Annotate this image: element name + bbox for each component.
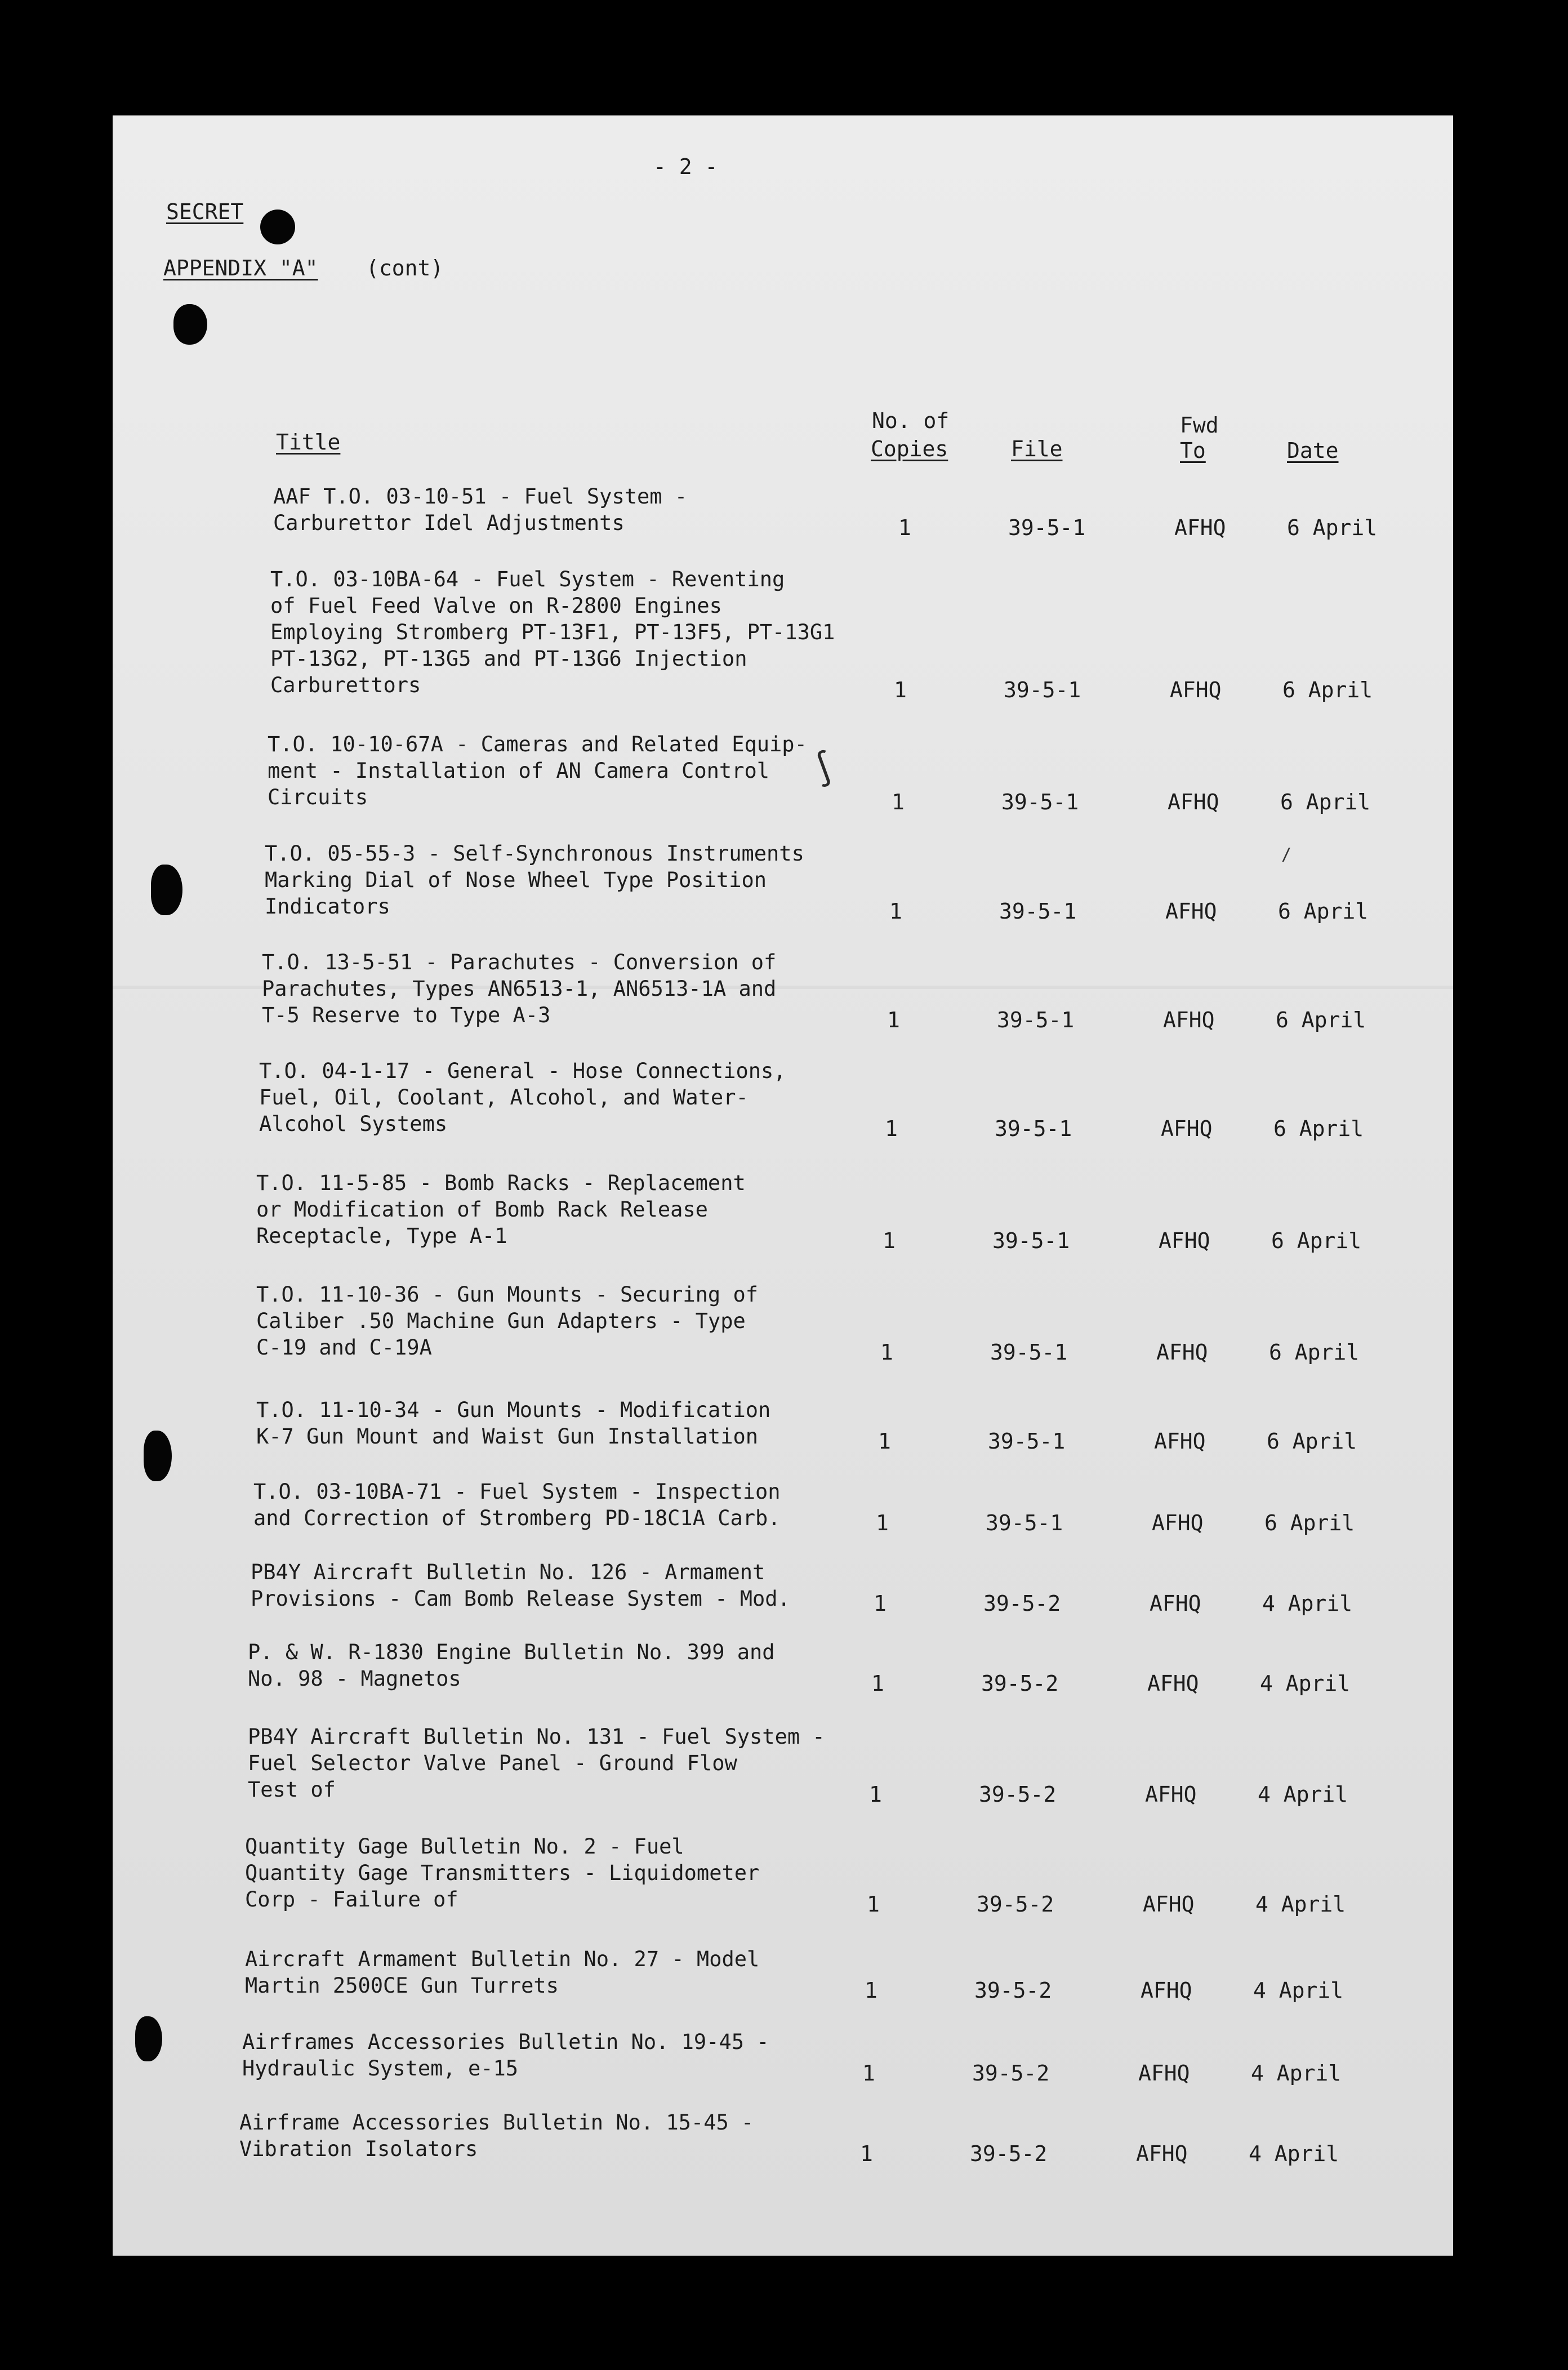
row-date: 6 April	[1280, 790, 1371, 814]
classification-label: SECRET	[166, 199, 244, 224]
row-title-line: T.O. 13-5-51 - Parachutes - Conversion of	[262, 950, 777, 974]
row-title-line: T.O. 11-5-85 - Bomb Racks - Replacement	[256, 1171, 746, 1195]
row-title-line: PB4Y Aircraft Bulletin No. 126 - Armament	[251, 1560, 765, 1584]
row-date: 4 April	[1262, 1591, 1353, 1616]
row-fwd: AFHQ	[1145, 1782, 1197, 1807]
header-date: Date	[1287, 438, 1339, 463]
row-fwd: AFHQ	[1168, 790, 1219, 814]
page-number: - 2 -	[653, 154, 718, 179]
row-fwd: AFHQ	[1141, 1978, 1192, 2003]
row-title-line: Carburettor Idel Adjustments	[273, 511, 625, 535]
row-file: 39-5-2	[970, 2141, 1048, 2166]
row-file: 39-5-1	[1008, 515, 1086, 540]
row-date: 6 April	[1276, 1008, 1366, 1032]
handwritten-mark: /	[1281, 845, 1292, 865]
header-copies-line1: No. of	[872, 408, 950, 433]
appendix-title: APPENDIX "A"	[163, 256, 318, 280]
row-date: 4 April	[1251, 2061, 1342, 2086]
row-date: 4 April	[1249, 2141, 1339, 2166]
row-title-line: Circuits	[268, 785, 368, 809]
header-fwd-line2: To	[1180, 438, 1206, 463]
binder-hole	[144, 1431, 172, 1481]
row-copies: 1	[860, 2141, 873, 2166]
row-date: 6 April	[1271, 1228, 1362, 1253]
row-title-line: T.O. 11-10-36 - Gun Mounts - Securing of	[256, 1282, 759, 1307]
header-copies-line2: Copies	[871, 436, 948, 461]
row-title-line: Quantity Gage Transmitters - Liquidometer	[245, 1861, 760, 1885]
row-fwd: AFHQ	[1159, 1228, 1210, 1253]
row-file: 39-5-2	[977, 1892, 1054, 1917]
row-title-line: Corp - Failure of	[245, 1887, 458, 1912]
row-fwd: AFHQ	[1152, 1511, 1204, 1535]
row-title-line: Martin 2500CE Gun Turrets	[245, 1973, 559, 1998]
row-file: 39-5-1	[990, 1340, 1068, 1365]
row-copies: 1	[874, 1591, 887, 1616]
row-date: 4 April	[1258, 1782, 1348, 1807]
row-file: 39-5-2	[983, 1591, 1061, 1616]
row-fwd: AFHQ	[1174, 515, 1226, 540]
row-title-line: P. & W. R-1830 Engine Bulletin No. 399 and	[248, 1640, 775, 1664]
row-copies: 1	[878, 1429, 891, 1454]
row-file: 39-5-1	[999, 899, 1077, 924]
row-title-line: Vibration Isolators	[239, 2137, 478, 2161]
row-fwd: AFHQ	[1154, 1429, 1206, 1454]
row-file: 39-5-2	[974, 1978, 1052, 2003]
row-copies: 1	[869, 1782, 882, 1807]
header-file: File	[1011, 436, 1063, 461]
row-date: 4 April	[1253, 1978, 1344, 2003]
header-title: Title	[276, 430, 341, 455]
row-fwd: AFHQ	[1165, 899, 1217, 924]
row-fwd: AFHQ	[1143, 1892, 1195, 1917]
row-fwd: AFHQ	[1156, 1340, 1208, 1365]
row-title-line: or Modification of Bomb Rack Release	[256, 1197, 708, 1222]
row-date: 4 April	[1255, 1892, 1346, 1917]
row-date: 6 April	[1267, 1429, 1357, 1454]
row-copies: 1	[867, 1892, 880, 1917]
handwritten-mark: ∫	[808, 746, 841, 791]
row-copies: 1	[871, 1671, 884, 1696]
row-title-line: Carburettors	[270, 673, 421, 697]
binder-hole	[173, 304, 207, 345]
row-title-line: Airframes Accessories Bulletin No. 19-45 -	[242, 2030, 769, 2054]
row-title-line: ment - Installation of AN Camera Control	[268, 759, 770, 783]
row-title-line: C-19 and C-19A	[256, 1335, 432, 1360]
row-file: 39-5-1	[1001, 790, 1079, 814]
row-fwd: AFHQ	[1163, 1008, 1215, 1032]
row-copies: 1	[885, 1116, 898, 1141]
row-file: 39-5-1	[992, 1228, 1070, 1253]
row-title-line: Quantity Gage Bulletin No. 2 - Fuel	[245, 1834, 684, 1859]
row-title-line: Provisions - Cam Bomb Release System - Mod.	[251, 1587, 790, 1611]
row-title-line: Marking Dial of Nose Wheel Type Position	[265, 868, 767, 892]
row-file: 39-5-2	[981, 1671, 1059, 1696]
row-date: 6 April	[1264, 1511, 1355, 1535]
row-fwd: AFHQ	[1150, 1591, 1201, 1616]
row-title-line: Employing Stromberg PT-13F1, PT-13F5, PT-13G1	[270, 620, 835, 644]
row-copies: 1	[862, 2061, 875, 2086]
row-title-line: Aircraft Armament Bulletin No. 27 - Model	[245, 1947, 760, 1971]
row-date: 6 April	[1269, 1340, 1360, 1365]
row-title-line: AAF T.O. 03-10-51 - Fuel System -	[273, 484, 688, 509]
row-title-line: Indicators	[265, 894, 390, 919]
row-title-line: T.O. 11-10-34 - Gun Mounts - Modification	[256, 1398, 771, 1422]
row-copies: 1	[887, 1008, 900, 1032]
row-title-line: Caliber .50 Machine Gun Adapters - Type	[256, 1309, 746, 1333]
row-file: 39-5-1	[995, 1116, 1072, 1141]
row-file: 39-5-1	[1004, 678, 1081, 702]
row-copies: 1	[889, 899, 902, 924]
row-fwd: AFHQ	[1147, 1671, 1199, 1696]
row-copies: 1	[898, 515, 911, 540]
binder-hole	[151, 865, 182, 915]
row-date: 6 April	[1278, 899, 1369, 924]
row-title-line: Airframe Accessories Bulletin No. 15-45 -	[239, 2110, 754, 2135]
row-copies: 1	[880, 1340, 893, 1365]
row-title-line: T.O. 03-10BA-71 - Fuel System - Inspection	[253, 1480, 781, 1504]
row-file: 39-5-1	[997, 1008, 1075, 1032]
row-title-line: Fuel, Oil, Coolant, Alcohol, and Water-	[259, 1085, 749, 1110]
row-file: 39-5-1	[986, 1511, 1063, 1535]
row-title-line: T-5 Reserve to Type A-3	[262, 1003, 551, 1027]
row-date: 6 April	[1282, 678, 1373, 702]
row-copies: 1	[865, 1978, 877, 2003]
row-copies: 1	[892, 790, 905, 814]
row-fwd: AFHQ	[1136, 2141, 1188, 2166]
row-title-line: Test of	[248, 1778, 336, 1802]
row-title-line: Fuel Selector Valve Panel - Ground Flow	[248, 1751, 737, 1775]
row-copies: 1	[876, 1511, 889, 1535]
row-fwd: AFHQ	[1161, 1116, 1213, 1141]
header-fwd-line1: Fwd	[1180, 413, 1219, 438]
row-title-line: K-7 Gun Mount and Waist Gun Installation	[256, 1424, 759, 1449]
row-title-line: and Correction of Stromberg PD-18C1A Carb.	[253, 1506, 781, 1530]
row-title-line: PT-13G2, PT-13G5 and PT-13G6 Injection	[270, 647, 747, 671]
binder-hole	[260, 210, 295, 244]
row-title-line: No. 98 - Magnetos	[248, 1667, 461, 1691]
row-fwd: AFHQ	[1170, 678, 1222, 702]
row-title-line: T.O. 05-55-3 - Self-Synchronous Instruments	[265, 841, 804, 866]
row-title-line: Parachutes, Types AN6513-1, AN6513-1A and	[262, 977, 777, 1001]
row-date: 6 April	[1287, 515, 1378, 540]
row-file: 39-5-1	[988, 1429, 1066, 1454]
row-title-line: Alcohol Systems	[259, 1112, 448, 1136]
row-title-line: Receptacle, Type A-1	[256, 1224, 507, 1248]
row-title-line: of Fuel Feed Valve on R-2800 Engines	[270, 594, 722, 618]
row-title-line: Hydraulic System, e-15	[242, 2056, 519, 2081]
binder-hole	[135, 2016, 162, 2061]
row-title-line: T.O. 03-10BA-64 - Fuel System - Reventing	[270, 567, 785, 591]
row-date: 6 April	[1273, 1116, 1364, 1141]
row-title-line: T.O. 10-10-67A - Cameras and Related Equip-	[268, 732, 807, 756]
row-date: 4 April	[1260, 1671, 1351, 1696]
row-file: 39-5-2	[972, 2061, 1050, 2086]
row-title-line: T.O. 04-1-17 - General - Hose Connections,	[259, 1059, 786, 1083]
row-fwd: AFHQ	[1138, 2061, 1190, 2086]
row-copies: 1	[894, 678, 907, 702]
appendix-continued: (cont)	[366, 256, 444, 280]
row-copies: 1	[883, 1228, 896, 1253]
row-title-line: PB4Y Aircraft Bulletin No. 131 - Fuel System -	[248, 1725, 825, 1749]
row-file: 39-5-2	[979, 1782, 1057, 1807]
